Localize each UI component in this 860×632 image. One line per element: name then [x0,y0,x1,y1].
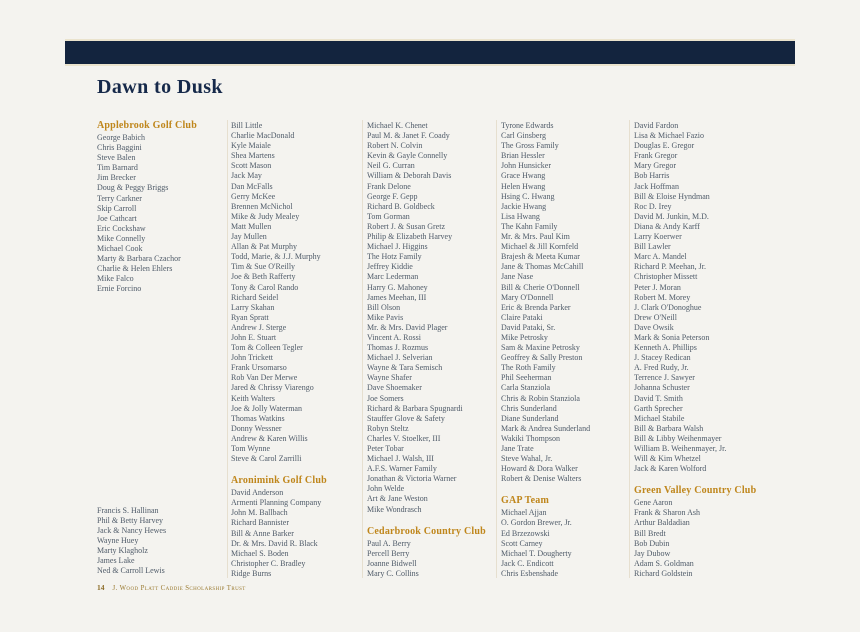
donor-name: Brian Hessler [501,151,545,161]
donor-name: Jane Trate [501,444,534,453]
donor-name: Lisa Hwang [501,211,540,221]
page-footer [97,583,246,592]
donor-name: The Kahn Family [501,221,558,231]
donor-name: Neil G. Curran [367,161,415,171]
donor-section [501,496,633,579]
donor-name: Geoffrey & Sally Preston [501,353,583,363]
donor-name: Marty & Barbara Czachor [97,254,181,264]
donor-name: Ernie Forcino [97,284,142,294]
donor-name: David T. Smith [634,393,683,403]
donor-name: Christopher Missett [634,272,698,282]
donor-name: Jay Dubow [634,548,671,558]
donor-name: Jack May [231,171,262,181]
donor-name: Thomas Watkins [231,413,285,423]
donor-name: Arthur Baldadian [634,518,690,528]
donor-name: Bob Harris [634,171,670,181]
donor-name: Robert M. Morey [634,292,691,302]
donor-name: Ridge Burns [231,568,272,578]
donor-name: Bill & Anne Barker [231,528,294,538]
donor-name: Jane Nase [501,272,534,282]
donor-name: Michael J. Selverian [367,353,433,363]
donor-name: Michael K. Chenet [367,121,428,130]
donor-name: Joe & Jolly Waterman [231,403,302,413]
donor-name: Larry Skahan [231,302,275,312]
donor-name: Mark & Andrea Sunderland [501,423,591,433]
donor-name: Frank Delone [367,181,411,191]
donor-name: Claire Pataki [501,312,543,322]
donor-name: Ryan Spratt [231,312,269,322]
donor-name: Roc D. Irey [634,201,672,211]
donor-name: Chris Esbenshade [501,568,559,578]
donor-name: Frank Ursomarso [231,363,287,373]
donor-name: Tim Barnard [97,163,138,173]
donor-name: Ed Brzezowski [501,528,550,538]
donor-name: Tom Gorman [367,211,410,221]
donor-name: Dave Shoemaker [367,383,422,393]
donor-name: Jared & Chrissy Viarengo [231,383,314,393]
donor-name: Bill Olson [367,302,401,312]
donor-name: Richard P. Meehan, Jr. [634,262,706,272]
donor-name: Bill & Eloise Hyndman [634,191,710,201]
donor-name: Scott Carney [501,538,543,548]
donor-name: Tony & Carol Rando [231,282,299,292]
donor-name: Carla Stanziola [501,383,551,393]
donor-name: Robert & Denise Walters [501,474,582,484]
donor-name: Skip Carroll [97,203,137,213]
donor-name: Michael & Jill Kornfeld [501,242,579,252]
donor-name: Sam & Maxine Petrosky [501,343,580,353]
donor-name: Armenti Planning Company [231,498,322,508]
donor-name: Hsing C. Hwang [501,191,555,201]
donor-name: Andrew J. Sterge [231,322,287,332]
donor-name: Larry Koerwer [634,232,682,242]
donor-name: Francis S. Hallinan [97,505,159,515]
donor-name: Charlie & Helen Ehlers [97,264,173,274]
donor-section [97,506,229,577]
donor-name: Wakiki Thompson [501,433,560,443]
donor-name: Adam S. Goldman [634,558,694,568]
donor-name: Bill Lawler [634,242,671,252]
donor-name: Mary Gregor [634,161,676,171]
donor-name: Kenneth A. Phillips [634,343,697,353]
donor-name: Robert J. & Susan Gretz [367,221,445,231]
donor-name: Steve Balen [97,153,136,163]
donor-name: Grace Hwang [501,171,546,181]
donor-name: Matt Mullen [231,221,272,231]
donor-name: Dan McFalls [231,181,273,191]
name-column [634,121,766,579]
donor-name: Michael Stabile [634,413,685,423]
footer-trust-name: J. Wood Platt Caddie Scholarship Trust [112,585,246,592]
donor-name: Terry Carkner [97,193,142,203]
donor-name: Robyn Steltz [367,423,409,433]
donor-name: Gerry McKee [231,191,276,201]
donor-name: Mr. & Mrs. David Plager [367,322,448,332]
donor-name: Richard Seidel [231,292,279,302]
donor-name: John Welde [367,484,405,494]
donor-name: Philip & Elizabeth Harvey [367,232,453,242]
donor-name: Steve Wahal, Jr. [501,454,553,464]
donor-name: James Meehan, III [367,292,427,302]
donor-name: Joe Somers [367,393,404,403]
donor-name: Thomas J. Rozmus [367,343,429,353]
donor-name: Joanne Bidwell [367,558,417,568]
donor-name: Harry G. Mahoney [367,282,428,292]
donor-name: Terrence J. Sawyer [634,373,695,383]
donor-name: Jack & Nancy Hewes [97,525,167,535]
donor-name: Kyle Maiale [231,141,271,151]
donor-name: David Pataki, Sr. [501,322,556,332]
donor-section [367,121,499,515]
donor-name: Chris & Robin Stanziola [501,393,580,403]
donor-name: Art & Jane Weston [367,494,428,504]
donor-name: Dave Owsik [634,322,674,332]
donor-name: Bill Little [231,121,263,130]
donor-name: Michael J. Walsh, III [367,454,434,464]
donor-name: Jack & Karen Wolford [634,464,707,474]
donor-name: Charlie MacDonald [231,131,295,141]
name-column [367,121,499,579]
donor-name: Frank Gregor [634,151,678,161]
donor-name: Bill & Cherie O'Donnell [501,282,580,292]
donor-name: Michael Cook [97,244,143,254]
donor-name: Scott Mason [231,161,272,171]
donor-name: Diana & Andy Karff [634,221,700,231]
donor-name: Gene Aaron [634,498,673,508]
donor-name: Kevin & Gayle Connelly [367,151,448,161]
donor-name: Stauffer Glove & Safety [367,413,445,423]
donor-name: Joe Cathcart [97,213,137,223]
donor-name: Robert N. Colvin [367,141,423,151]
donor-name: Wayne Shafer [367,373,412,383]
donor-name: Wayne Huey [97,535,139,545]
donor-name: David Fardon [634,121,679,130]
donor-name: John Trickett [231,353,274,363]
donor-name: O. Gordon Brewer, Jr. [501,518,572,528]
name-column [97,121,229,576]
donor-section [634,121,766,474]
donor-name: Howard & Dora Walker [501,464,578,474]
donor-section [501,121,633,484]
donor-name: Doug & Peggy Briggs [97,183,169,193]
donor-name: Chris Sunderland [501,403,557,413]
donor-name: Richard B. Goldbeck [367,201,435,211]
donor-name: William & Deborah Davis [367,171,452,181]
donor-section [231,476,363,579]
donor-name: Jack Hoffman [634,181,679,191]
donor-name: Rob Van Der Merwe [231,373,298,383]
donor-name: Mary O'Donnell [501,292,554,302]
donor-name: Jane & Thomas McCahill [501,262,584,272]
club-heading: Cedarbrook Country Club [367,525,486,537]
donor-name: Dr. & Mrs. David R. Black [231,538,318,548]
donor-name: Donny Wessner [231,423,282,433]
donor-name: Tyrone Edwards [501,121,554,130]
donor-name: Eric Cockshaw [97,223,146,233]
footer-page-number: 14 [97,583,105,592]
donor-name: Marc Lederman [367,272,419,282]
name-column [501,121,633,579]
donor-name: Steve & Carol Zarrilli [231,454,302,464]
donor-name: William B. Weihenmayer, Jr. [634,444,727,453]
donor-name: Helen Hwang [501,181,546,191]
donor-name: Michael J. Higgins [367,242,428,252]
donor-name: David Anderson [231,488,284,498]
donor-name: Mary C. Collins [367,568,419,578]
donor-name: Tom Wynne [231,444,271,453]
donor-name: The Hotz Family [367,252,422,262]
donor-name: David M. Junkin, M.D. [634,211,709,221]
donor-name: Mike Wondrasch [367,504,422,514]
donor-section [634,486,766,579]
donor-name: Phil & Betty Harvey [97,515,163,525]
donor-name: Shea Martens [231,151,275,161]
page-title: Dawn to Dusk [97,76,223,98]
donor-name: Jay Mullen [231,232,267,242]
donor-name: Christopher C. Bradley [231,558,306,568]
donor-name: Mr. & Mrs. Paul Kim [501,232,570,242]
donor-name: Michael Ajjan [501,508,547,518]
donor-name: Douglas E. Gregor [634,141,695,151]
club-heading: Applebrook Golf Club [97,120,197,131]
donor-name: Peter J. Moran [634,282,681,292]
donor-name: Jeffrey Kiddie [367,262,413,272]
donor-section [367,527,499,579]
donor-name: Jackie Hwang [501,201,547,211]
donor-name: Keith Walters [231,393,275,403]
donor-section [231,121,363,464]
donor-name: Drew O'Neill [634,312,677,322]
donor-name: Johanna Schuster [634,383,690,393]
donor-name: Mike & Judy Mealey [231,211,300,221]
top-navy-bar [65,39,795,66]
club-heading: GAP Team [501,495,549,507]
donor-name: Michael S. Boden [231,548,289,558]
donor-name: Brajesh & Meeta Kumar [501,252,580,262]
donor-name: Phil Seeherman [501,373,552,383]
club-heading: Aronimink Golf Club [231,475,327,487]
donor-name: George Babich [97,133,146,142]
donor-name: A.F.S. Warner Family [367,464,437,474]
donor-name: Mark & Sonia Peterson [634,332,710,342]
donor-name: Mike Petrosky [501,332,548,342]
donor-name: Paul M. & Janet F. Coady [367,131,450,141]
donor-name: John Hunsicker [501,161,551,171]
donor-name: The Gross Family [501,141,559,151]
donor-name: J. Stacey Redican [634,353,691,363]
donor-name: Bill Bredt [634,528,666,538]
donor-name: Bob Dubin [634,538,670,548]
club-heading: Green Valley Country Club [634,485,757,497]
donor-name: Michael T. Dougherty [501,548,572,558]
name-columns [0,121,860,591]
donor-name: Eric & Brenda Parker [501,302,571,312]
donor-name: Carl Ginsberg [501,131,546,141]
donor-name: Jim Brecker [97,173,136,183]
donor-name: Joe & Beth Rafferty [231,272,296,282]
donor-name: Frank & Sharon Ash [634,508,700,518]
donor-name: Wayne & Tara Semisch [367,363,443,373]
donor-name: Lisa & Michael Fazio [634,131,704,141]
donor-name: Mike Connelly [97,233,146,243]
donor-name: Jonathan & Victoria Warner [367,474,457,484]
donor-name: Ned & Carroll Lewis [97,566,165,576]
donor-name: Tom & Colleen Tegler [231,343,303,353]
donor-name: Tim & Sue O'Reilly [231,262,296,272]
donor-name: Brennen McNichol [231,201,293,211]
donor-name: Marc A. Mandel [634,252,687,262]
donor-name: Bill & Libby Weihenmayer [634,433,722,443]
donor-name: Allan & Pat Murphy [231,242,297,252]
donor-name: Peter Tobar [367,444,404,453]
donor-name: Paul A. Berry [367,538,411,548]
donor-name: James Lake [97,555,135,565]
donor-name: Garth Sprecher [634,403,683,413]
name-column [231,121,363,579]
donor-name: Vincent A. Rossi [367,332,421,342]
donor-name: Diane Sunderland [501,413,559,423]
donor-name: Will & Kim Whetzel [634,454,701,464]
donor-name: Andrew & Karen Willis [231,433,308,443]
donor-name: Bill & Barbara Walsh [634,423,704,433]
donor-name: The Roth Family [501,363,556,373]
donor-name: Richard & Barbara Spugnardi [367,403,463,413]
donor-name: Mike Pavis [367,312,404,322]
donor-name: Charles V. Stoelker, III [367,433,441,443]
donor-name: Mike Falco [97,274,134,284]
donor-name: J. Clark O'Donoghue [634,302,702,312]
donor-name: Todd, Marie, & J.J. Murphy [231,252,321,262]
donor-name: John E. Stuart [231,332,277,342]
donor-name: Percell Berry [367,548,410,558]
donor-name: Chris Baggini [97,143,142,153]
donor-name: John M. Ballbach [231,508,288,518]
donor-name: Marty Klagholz [97,545,148,555]
donor-name: Jack C. Endicott [501,558,554,568]
donor-name: Richard Goldstein [634,568,693,578]
donor-section [97,121,229,295]
donor-name: Richard Bannister [231,518,289,528]
donor-name: George F. Gepp [367,191,418,201]
donor-name: A. Fred Rudy, Jr. [634,363,689,373]
